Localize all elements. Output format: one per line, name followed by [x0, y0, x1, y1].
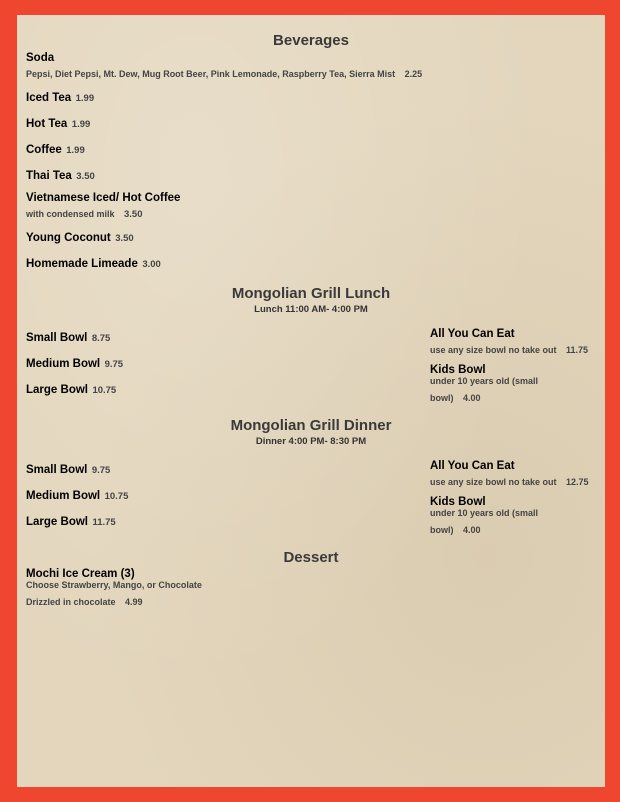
- item-name: Coffee: [26, 144, 62, 156]
- item-name: Homemade Limeade: [26, 258, 138, 270]
- item-price: 9.75: [91, 465, 111, 476]
- item-name: Kids Bowl: [430, 364, 486, 376]
- item-name: Thai Tea: [26, 170, 72, 182]
- item-desc: Choose Strawberry, Mango, or Chocolate: [26, 580, 202, 590]
- item-name: Medium Bowl: [26, 358, 101, 370]
- lunch-kids-bowl: [430, 364, 600, 406]
- item-price: 11.75: [92, 517, 116, 528]
- lunch-medium-bowl: [26, 354, 123, 372]
- item-price: 3.50: [123, 209, 143, 220]
- item-name: All You Can Eat: [430, 460, 515, 472]
- menu-page: [17, 15, 605, 787]
- item-name: Young Coconut: [26, 232, 111, 244]
- lunch-hours: Lunch 11:00 AM- 4:00 PM: [254, 304, 368, 315]
- item-price: 1.99: [75, 93, 95, 104]
- item-name: Large Bowl: [26, 516, 88, 528]
- menu-item-vietnamese-coffee: [26, 192, 180, 222]
- item-price: 3.00: [142, 259, 161, 270]
- lunch-large-bowl: [26, 380, 116, 398]
- item-desc: use any size bowl no take out: [430, 345, 557, 355]
- item-price: 2.25: [404, 69, 423, 79]
- beverages-heading: Beverages: [273, 32, 349, 49]
- menu-item-mochi: [26, 568, 202, 610]
- dinner-large-bowl: [26, 512, 116, 530]
- item-price: 1.99: [71, 119, 91, 130]
- lunch-heading: Mongolian Grill Lunch: [231, 285, 391, 302]
- item-price: 8.75: [91, 333, 111, 344]
- item-desc: with condensed milk: [26, 209, 115, 219]
- item-desc: under 10 years old (small: [430, 376, 539, 386]
- item-desc-2: Drizzled in chocolate: [26, 596, 116, 607]
- dinner-all-you-can-eat: [430, 460, 600, 490]
- item-price: 12.75: [566, 477, 589, 487]
- item-name: Iced Tea: [26, 92, 72, 104]
- dinner-kids-bowl: [430, 496, 600, 538]
- dessert-heading: Dessert: [283, 549, 339, 566]
- menu-item-homemade-limeade: [26, 254, 161, 272]
- item-price: 9.75: [104, 359, 124, 370]
- item-price: 3.50: [76, 171, 95, 182]
- menu-item-hot-tea: [26, 114, 90, 132]
- item-name: Soda: [26, 52, 55, 64]
- item-price: 3.50: [115, 233, 134, 244]
- item-price: 10.75: [92, 385, 117, 396]
- item-desc-2: bowl): [430, 524, 454, 535]
- item-price: 4.00: [462, 392, 481, 403]
- item-price: 10.75: [104, 491, 129, 502]
- item-desc: Pepsi, Diet Pepsi, Mt. Dew, Mug Root Beer, Pink Lemonade, Raspberry Tea, Sierra Mist: [26, 69, 396, 79]
- dinner-heading: Mongolian Grill Dinner: [230, 417, 392, 434]
- item-price: 11.75: [566, 345, 589, 355]
- item-desc: use any size bowl no take out: [430, 477, 557, 487]
- item-price: 4.99: [125, 596, 143, 607]
- item-desc: under 10 years old (small: [430, 508, 539, 518]
- item-price: 4.00: [462, 524, 481, 535]
- item-name: All You Can Eat: [430, 328, 515, 340]
- menu-item-thai-tea: [26, 166, 95, 184]
- item-desc-2: bowl): [430, 392, 454, 403]
- item-name: Hot Tea: [26, 118, 68, 130]
- menu-item-iced-tea: [26, 88, 94, 106]
- item-name: Mochi Ice Cream (3): [26, 568, 135, 580]
- item-name: Small Bowl: [26, 332, 88, 344]
- menu-item-coffee: [26, 140, 85, 158]
- item-name: Large Bowl: [26, 384, 88, 396]
- menu-item-soda: [26, 52, 422, 82]
- item-price: 1.99: [66, 145, 85, 156]
- dinner-hours: Dinner 4:00 PM- 8:30 PM: [255, 436, 367, 447]
- item-name: Medium Bowl: [26, 490, 101, 502]
- item-name: Kids Bowl: [430, 496, 486, 508]
- lunch-all-you-can-eat: [430, 328, 600, 358]
- item-name: Small Bowl: [26, 464, 88, 476]
- menu-item-young-coconut: [26, 228, 134, 246]
- dinner-small-bowl: [26, 460, 110, 478]
- item-name: Vietnamese Iced/ Hot Coffee: [26, 192, 181, 204]
- lunch-small-bowl: [26, 328, 110, 346]
- dinner-medium-bowl: [26, 486, 128, 504]
